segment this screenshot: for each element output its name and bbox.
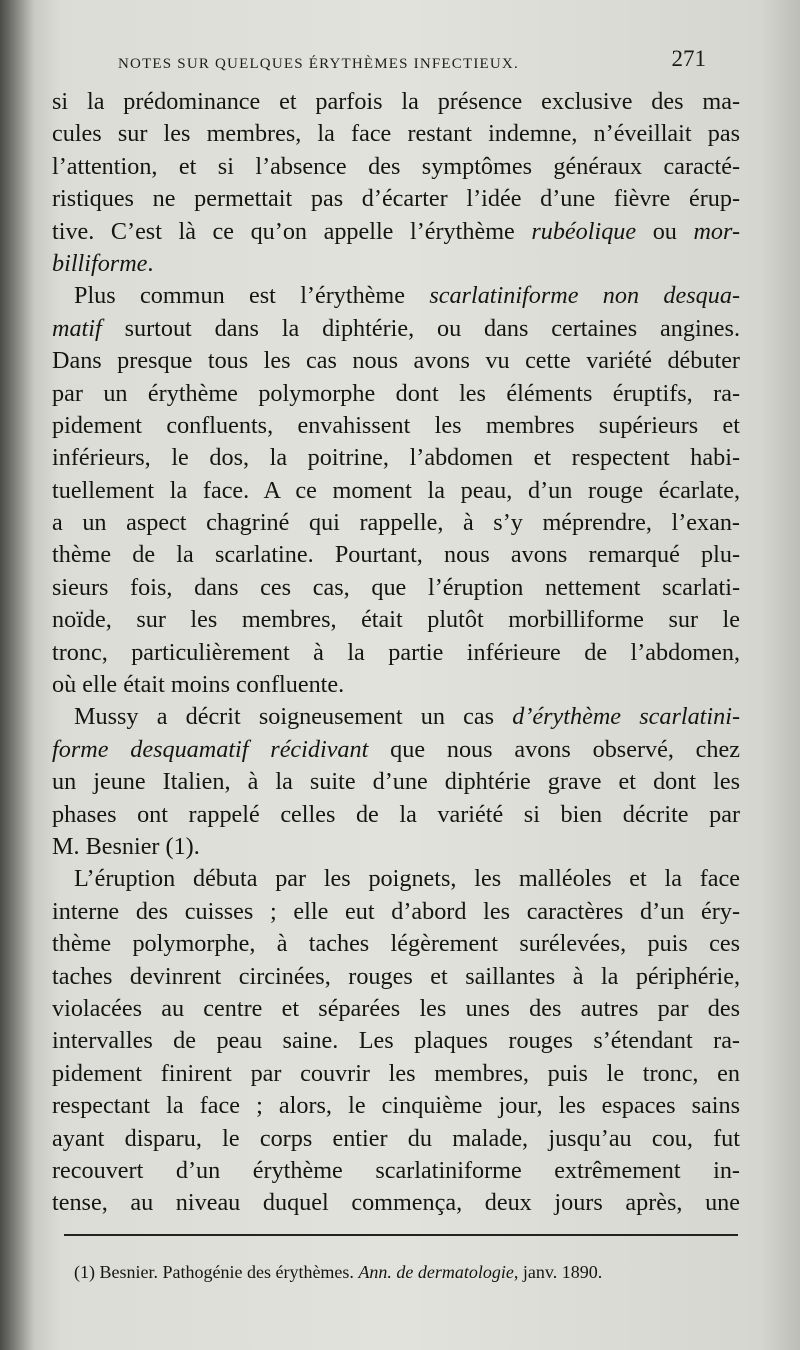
page-number: 271 — [671, 46, 706, 71]
text-segment: interne des cuisses ; elle eut d’abord les caractères d’un éry- — [52, 897, 740, 925]
text-segment: respectant la face ; alors, le cinquième jour, les espaces sains — [52, 1092, 740, 1120]
text-segment: phases ont rappelé celles de la variété si bien décrite par — [52, 800, 740, 828]
text-line — [52, 507, 740, 539]
text-line — [52, 1025, 740, 1057]
footnote-italic: Ann. de dermatologie — [358, 1262, 514, 1282]
text-line — [52, 118, 740, 150]
running-title: NOTES SUR QUELQUES ÉRYTHÈMES INFECTIEUX. — [118, 56, 519, 72]
text-line — [52, 831, 740, 863]
text-segment: par un érythème polymorphe dont les éléments éruptifs, ra- — [52, 379, 740, 407]
text-line — [52, 216, 740, 248]
text-segment: tive. C’est là ce qu’on appelle l’érythème — [52, 217, 532, 245]
text-line — [52, 799, 740, 831]
text-line — [52, 410, 740, 442]
text-segment: pidement confluents, envahissent les membres supérieurs et — [52, 411, 740, 439]
text-segment: ou — [636, 217, 694, 245]
italic-text: mor- — [693, 217, 741, 245]
text-segment: tuellement la face. A ce moment la peau, d’un rouge écarlate, — [52, 476, 740, 504]
text-line — [52, 734, 740, 766]
body-text — [52, 86, 740, 1220]
text-segment: ayant disparu, le corps entier du malade, jusqu’au cou, fut — [52, 1124, 740, 1152]
text-line — [52, 86, 740, 118]
text-segment: thème de la scarlatine. Pourtant, nous avons remarqué plu- — [52, 541, 740, 569]
text-segment: pidement finirent par couvrir les membres, puis le tronc, en — [52, 1059, 740, 1087]
text-segment: l’attention, et si l’absence des symptômes généraux caracté- — [52, 152, 740, 180]
text-line — [52, 961, 740, 993]
italic-text: forme desquamatif récidivant — [52, 735, 369, 763]
text-line — [52, 863, 740, 895]
text-segment: si la prédominance et parfois la présence exclusive des ma- — [52, 88, 740, 115]
italic-text: rubéolique — [531, 217, 637, 245]
text-segment: que nous avons observé, chez — [368, 735, 740, 763]
text-segment: noïde, sur les membres, était plutôt morbilliforme sur le — [52, 606, 740, 634]
text-segment: recouvert d’un érythème scarlatiniforme extrêmement in- — [52, 1156, 740, 1184]
footnote — [74, 1262, 744, 1283]
text-segment: a un aspect chagriné qui rappelle, à s’y méprendre, l’exan- — [52, 509, 740, 537]
text-line — [52, 572, 740, 604]
text-line — [52, 604, 740, 636]
text-segment: sieurs fois, dans ces cas, que l’éruption nettement scarlati- — [52, 573, 740, 601]
text-segment: taches devinrent circinées, rouges et saillantes à la périphérie, — [52, 962, 740, 990]
text-line — [52, 993, 740, 1025]
text-segment: violacées au centre et séparées les unes des autres par des — [52, 994, 740, 1022]
italic-text: d’érythème scarlatini- — [512, 703, 740, 731]
text-line — [52, 1187, 740, 1219]
text-line — [52, 345, 740, 377]
text-segment: Dans presque tous les cas nous avons vu cette variété débuter — [52, 347, 740, 375]
footnote-text: (1) Besnier. Pathogénie des érythèmes. — [74, 1262, 359, 1282]
page-header — [118, 46, 718, 80]
italic-text: billiforme — [52, 249, 148, 277]
text-line — [52, 378, 740, 410]
text-line — [52, 896, 740, 928]
text-line — [52, 183, 740, 215]
text-line — [52, 766, 740, 798]
text-segment: où elle était moins confluente. — [52, 671, 345, 699]
text-line — [52, 475, 740, 507]
text-segment: Plus commun est l’érythème — [74, 282, 430, 310]
text-line — [52, 928, 740, 960]
text-line — [52, 1123, 740, 1155]
text-segment: cules sur les membres, la face restant indemne, n’éveillait pas — [52, 120, 740, 148]
text-segment: intervalles de peau saine. Les plaques rouges s’étendant ra- — [52, 1027, 740, 1055]
text-segment: un jeune Italien, à la suite d’une diphtérie grave et dont les — [52, 768, 740, 796]
text-segment: . — [147, 249, 154, 277]
italic-text: scarlatiniforme non desqua- — [429, 282, 741, 310]
text-line — [52, 701, 740, 733]
footnote-text: , janv. 1890. — [513, 1262, 603, 1282]
text-line — [52, 539, 740, 571]
text-line — [52, 1090, 740, 1122]
text-segment: M. Besnier (1). — [52, 832, 200, 860]
text-line — [52, 151, 740, 183]
text-segment: Mussy a décrit soigneusement un cas — [74, 703, 513, 731]
text-line — [52, 1058, 740, 1090]
text-line — [52, 637, 740, 669]
text-segment: thème polymorphe, à taches légèrement surélevées, puis ces — [52, 930, 740, 958]
text-segment: surtout dans la diphtérie, ou dans certaines angines. — [101, 314, 740, 342]
text-line — [52, 1155, 740, 1187]
text-segment: tense, au niveau duquel commença, deux jours après, une — [52, 1189, 740, 1217]
text-line — [52, 313, 740, 345]
text-segment: ristiques ne permettait pas d’écarter l’idée d’une fièvre érup- — [52, 185, 740, 213]
footnote-rule — [64, 1234, 738, 1236]
text-line — [52, 248, 740, 280]
italic-text: matif — [52, 314, 102, 342]
text-line — [52, 669, 740, 701]
text-line — [52, 442, 740, 474]
text-segment: inférieurs, le dos, la poitrine, l’abdomen et respectent habi- — [52, 444, 740, 472]
text-line — [52, 280, 740, 312]
text-segment: L’éruption débuta par les poignets, les malléoles et la face — [74, 865, 740, 893]
text-segment: tronc, particulièrement à la partie inférieure de l’abdomen, — [52, 638, 740, 666]
